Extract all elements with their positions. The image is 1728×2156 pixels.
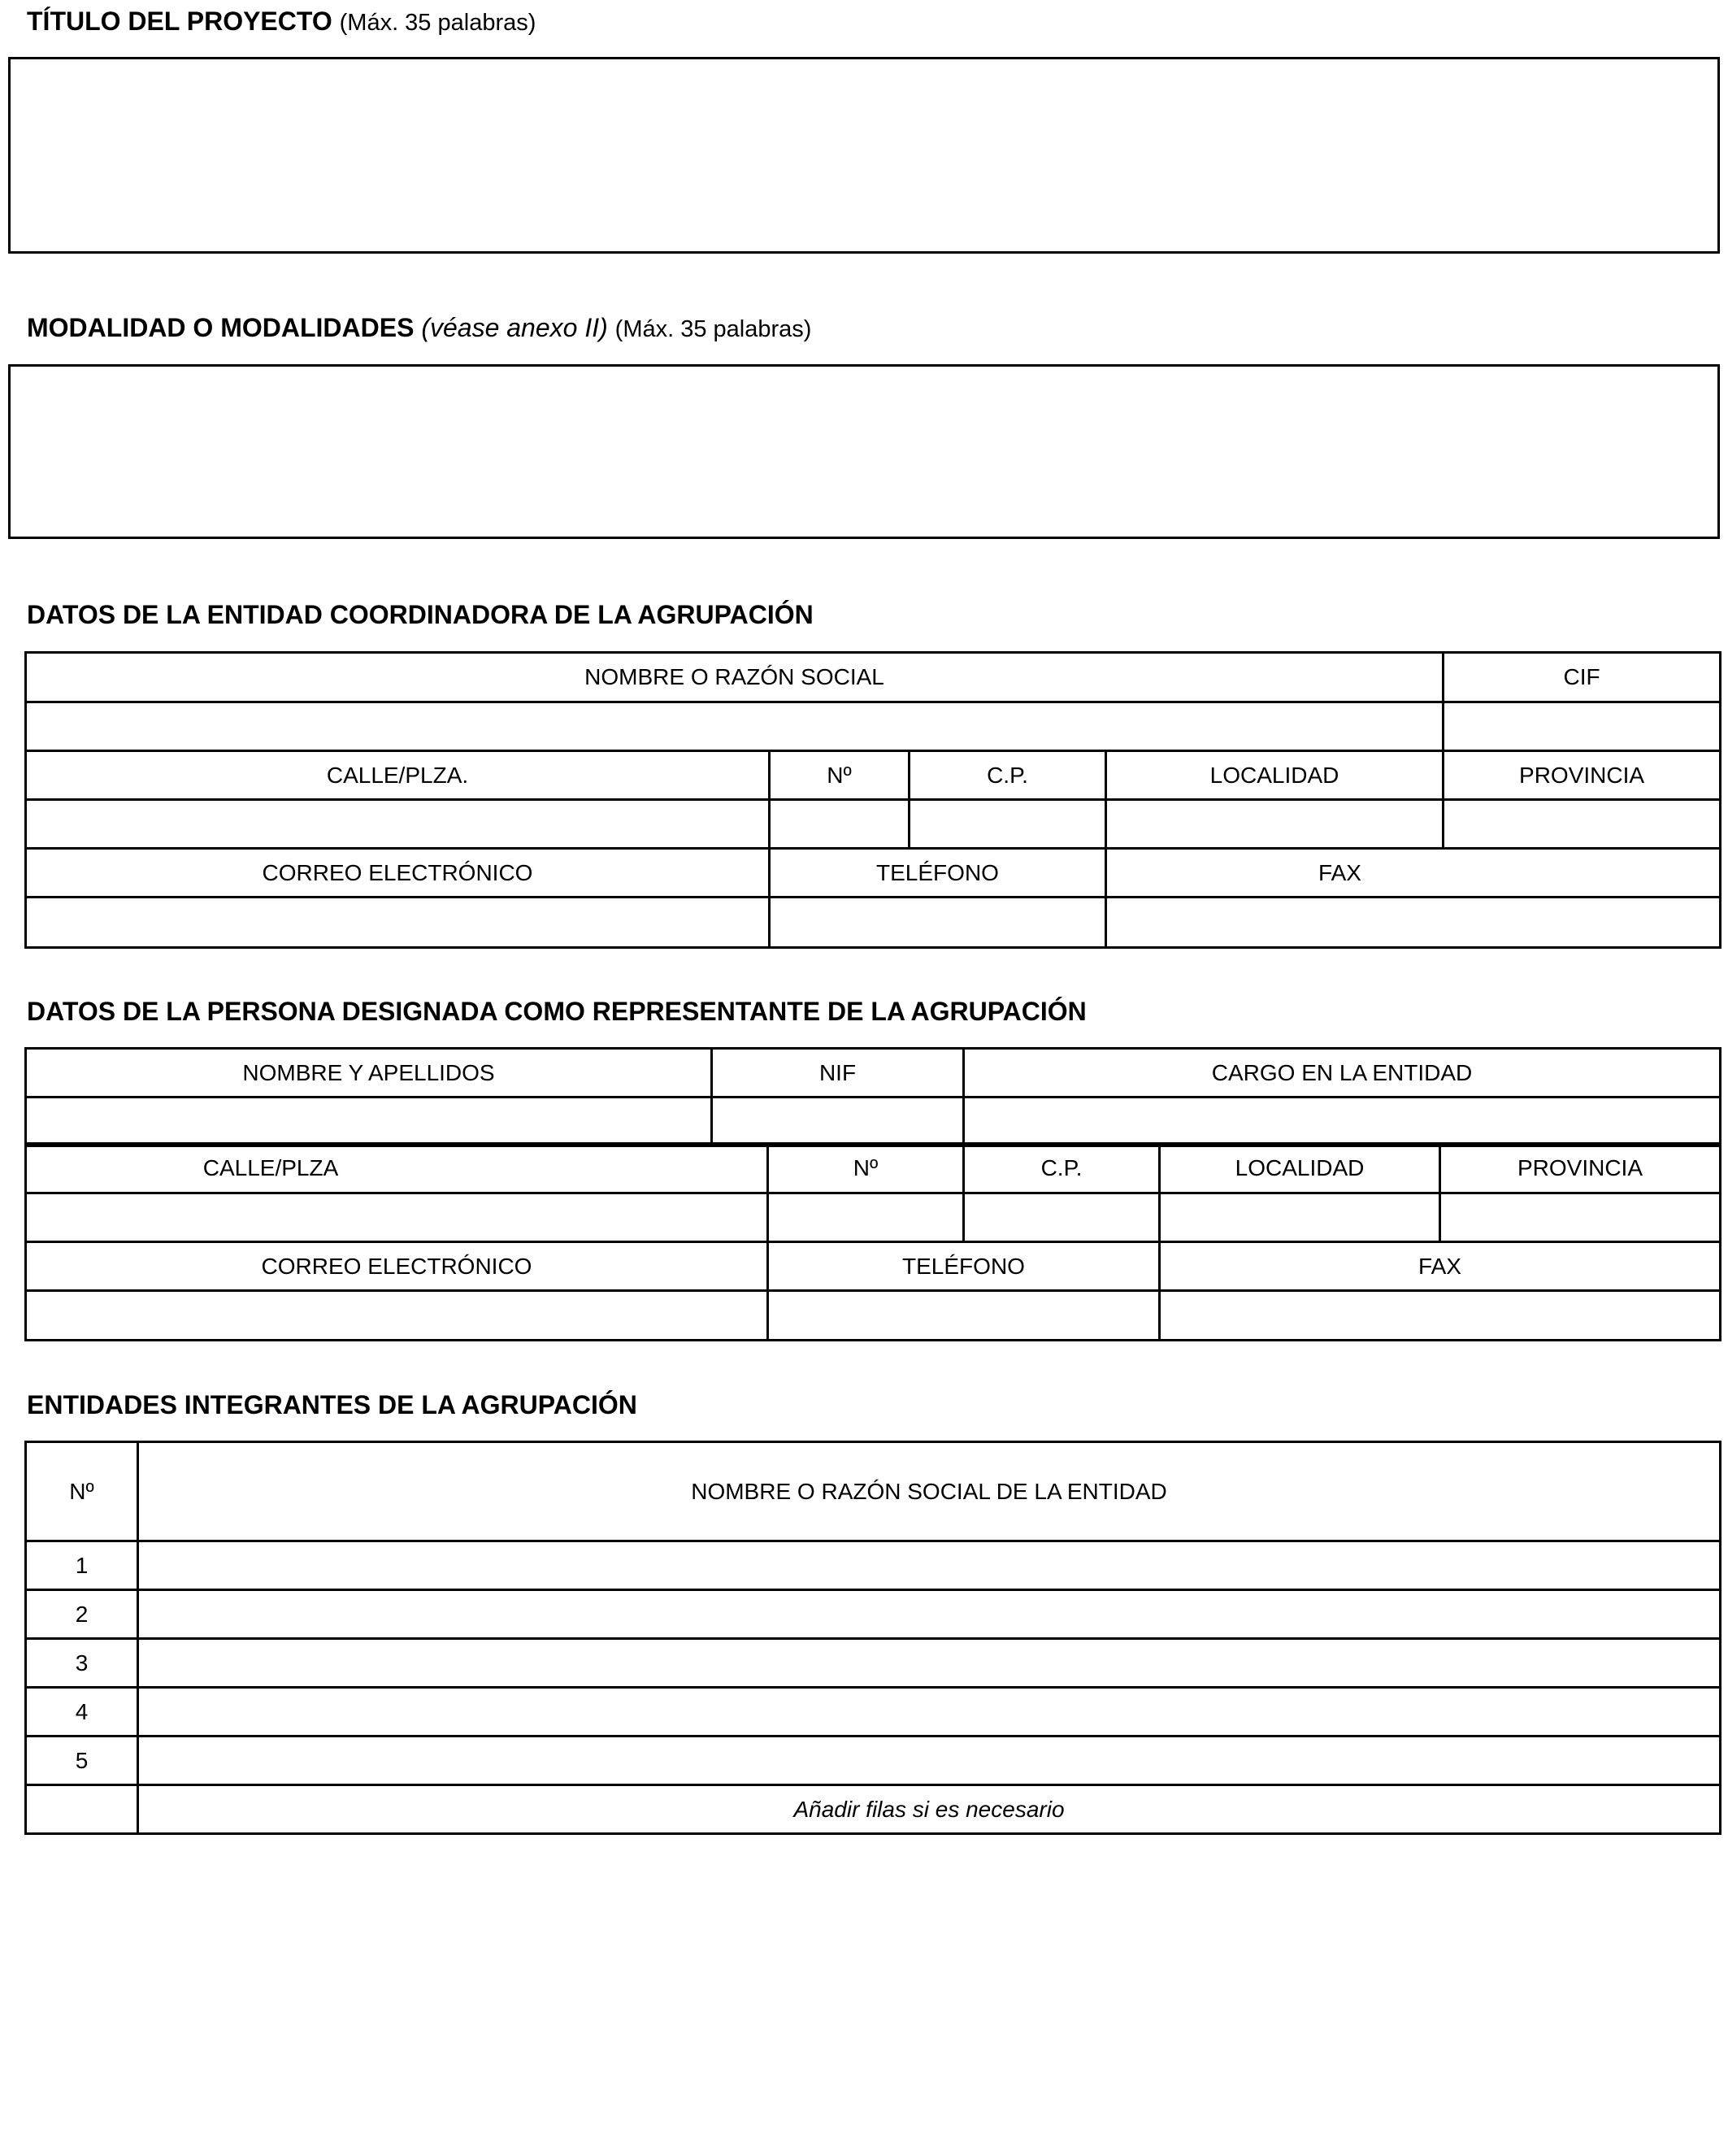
titulo-label: TÍTULO DEL PROYECTO (27, 7, 332, 36)
entidades-nombre-header: NOMBRE O RAZÓN SOCIAL DE LA ENTIDAD (138, 1442, 1721, 1541)
representante-numero-input[interactable] (768, 1193, 964, 1242)
entidades-row-num: 1 (26, 1541, 138, 1590)
coordinadora-telefono-input[interactable] (770, 898, 1106, 948)
representante-provincia-input[interactable] (1440, 1193, 1721, 1242)
representante-nombre-input[interactable] (26, 1098, 712, 1146)
modalidad-hint: (Máx. 35 palabras) (614, 316, 812, 342)
titulo-input[interactable] (8, 57, 1720, 254)
representante-telefono-header: TELÉFONO (768, 1242, 1160, 1291)
entidades-row-num: 3 (26, 1639, 138, 1688)
entidades-row-input[interactable] (138, 1737, 1721, 1785)
modalidad-heading (27, 313, 811, 343)
representante-localidad-input[interactable] (1160, 1193, 1440, 1242)
entidades-row-input[interactable] (138, 1541, 1721, 1590)
representante-provincia-header: PROVINCIA (1440, 1144, 1721, 1193)
coordinadora-cif-input[interactable] (1444, 702, 1721, 751)
entidades-extra-num[interactable] (26, 1785, 138, 1834)
coordinadora-heading-text: DATOS DE LA ENTIDAD COORDINADORA DE LA AGRUPACIÓN (27, 600, 814, 629)
coordinadora-provincia-input[interactable] (1444, 800, 1721, 849)
modalidad-ref: (véase anexo II) (421, 313, 608, 342)
coordinadora-localidad-header: LOCALIDAD (1106, 751, 1444, 800)
representante-numero-header: Nº (768, 1144, 964, 1193)
coordinadora-heading (27, 600, 814, 630)
coordinadora-correo-header: CORREO ELECTRÓNICO (26, 849, 770, 898)
entidades-row-num: 5 (26, 1737, 138, 1785)
titulo-heading (27, 7, 536, 37)
modalidad-label: MODALIDAD O MODALIDADES (27, 313, 415, 342)
coordinadora-fax-input[interactable] (1106, 898, 1721, 948)
coordinadora-calle-header: CALLE/PLZA. (26, 751, 770, 800)
entidades-row-input[interactable] (138, 1590, 1721, 1639)
coordinadora-telefono-header: TELÉFONO (770, 849, 1106, 898)
entidades-row-input[interactable] (138, 1688, 1721, 1737)
entidades-heading (27, 1390, 637, 1420)
representante-heading-text: DATOS DE LA PERSONA DESIGNADA COMO REPRESENTANTE DE LA AGRUPACIÓN (27, 997, 1087, 1026)
representante-nif-header: NIF (712, 1049, 964, 1098)
coordinadora-provincia-header: PROVINCIA (1444, 751, 1721, 800)
representante-cargo-header: CARGO EN LA ENTIDAD (964, 1049, 1721, 1098)
coordinadora-calle-input[interactable] (26, 800, 770, 849)
representante-nif-input[interactable] (712, 1098, 964, 1146)
representante-nombre-header: NOMBRE Y APELLIDOS (26, 1049, 712, 1098)
coordinadora-nombre-header: NOMBRE O RAZÓN SOCIAL (26, 653, 1444, 702)
entidades-add-rows-note: Añadir filas si es necesario (138, 1785, 1721, 1834)
representante-calle-header: CALLE/PLZA (26, 1144, 768, 1193)
representante-table-bottom (24, 1142, 1721, 1341)
coordinadora-nombre-input[interactable] (26, 702, 1444, 751)
entidades-row-num: 4 (26, 1688, 138, 1737)
coordinadora-correo-input[interactable] (26, 898, 770, 948)
coordinadora-numero-input[interactable] (770, 800, 910, 849)
representante-cp-header: C.P. (964, 1144, 1160, 1193)
coordinadora-cif-header: CIF (1444, 653, 1721, 702)
representante-heading (27, 997, 1087, 1027)
coordinadora-table (24, 651, 1721, 949)
entidades-heading-text: ENTIDADES INTEGRANTES DE LA AGRUPACIÓN (27, 1390, 637, 1419)
representante-correo-input[interactable] (26, 1291, 768, 1341)
representante-calle-input[interactable] (26, 1193, 768, 1242)
representante-table-top (24, 1047, 1721, 1147)
representante-cp-input[interactable] (964, 1193, 1160, 1242)
coordinadora-localidad-input[interactable] (1106, 800, 1444, 849)
coordinadora-cp-input[interactable] (910, 800, 1106, 849)
coordinadora-cp-header: C.P. (910, 751, 1106, 800)
titulo-hint: (Máx. 35 palabras) (339, 10, 536, 36)
coordinadora-fax-header: FAX (1106, 849, 1721, 898)
representante-correo-header: CORREO ELECTRÓNICO (26, 1242, 768, 1291)
representante-telefono-input[interactable] (768, 1291, 1160, 1341)
modalidad-input[interactable] (8, 364, 1720, 539)
coordinadora-numero-header: Nº (770, 751, 910, 800)
entidades-row-input[interactable] (138, 1639, 1721, 1688)
entidades-row-num: 2 (26, 1590, 138, 1639)
entidades-table (24, 1441, 1721, 1835)
representante-fax-header: FAX (1160, 1242, 1721, 1291)
representante-localidad-header: LOCALIDAD (1160, 1144, 1440, 1193)
representante-fax-input[interactable] (1160, 1291, 1721, 1341)
representante-cargo-input[interactable] (964, 1098, 1721, 1146)
entidades-num-header: Nº (26, 1442, 138, 1541)
